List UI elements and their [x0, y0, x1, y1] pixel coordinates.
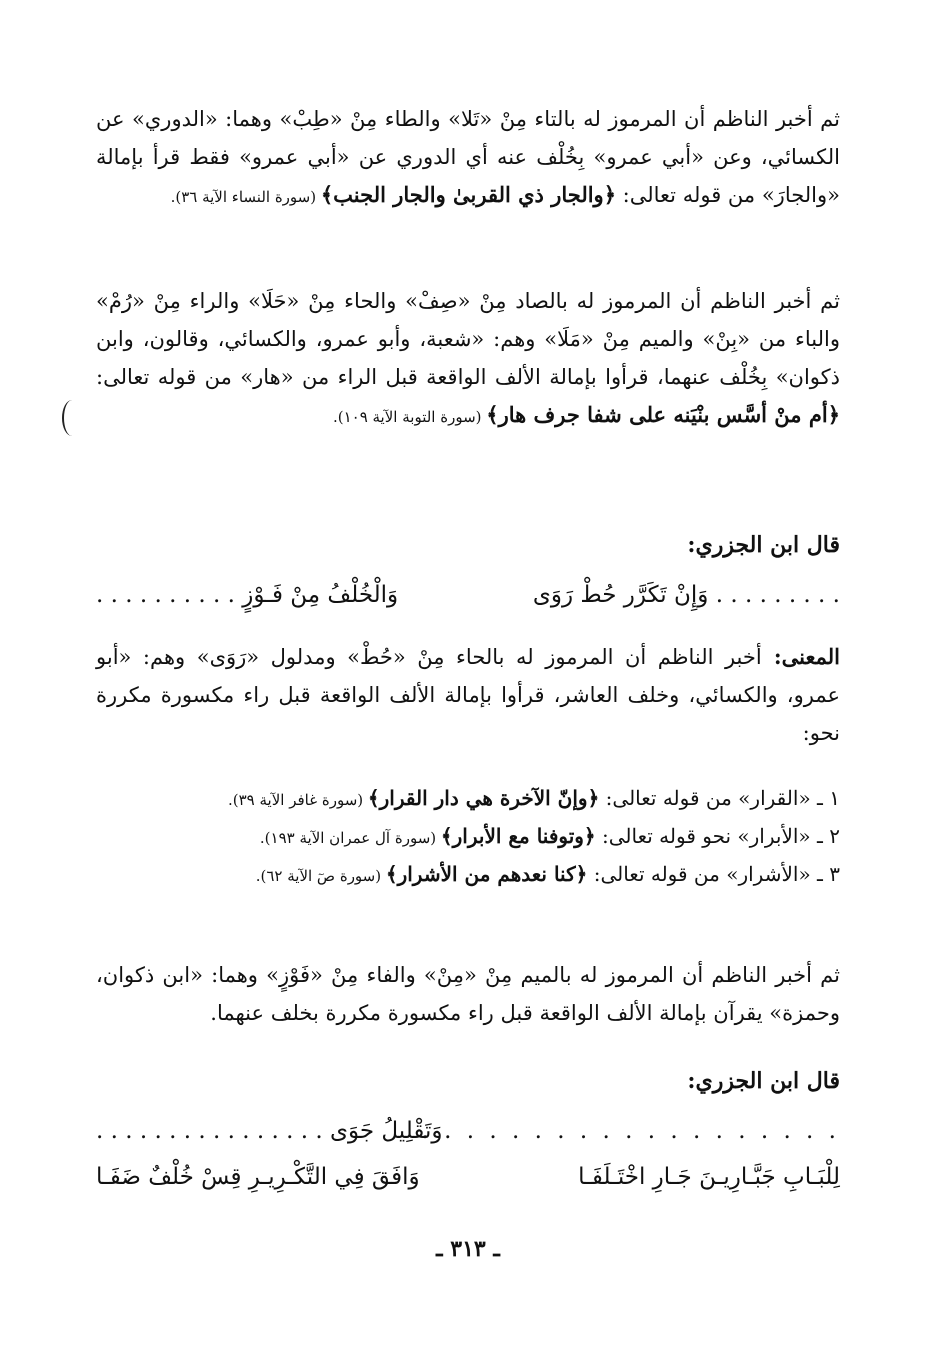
margin-bracket-mark [62, 400, 82, 436]
surah-reference: (سورة التوبة الآية ١٠٩). [332, 408, 487, 426]
paragraph-1 [96, 100, 840, 216]
verse-hemistich-left: وَافَقَ فِي التَّكْـرِيـرِ قِسْ خُلْفٌ ضَفَـا [96, 1164, 420, 1190]
paragraph-3 [96, 638, 840, 752]
paragraph-1-text: ثم أخبر الناظم أن المرموز له بالتاء مِنْ «تَلا» والطاء مِنْ «طِبْ» وهما: «الدوري» عن الكسائي، وعن «أبي عمرو» بِخُلْف عنه أي الدوري عن «أبي عمرو» فقط قرأ بإمالة «والجارَ» من قوله تعالى: [96, 107, 840, 207]
paragraph-2-text: ثم أخبر الناظم أن المرموز له بالصاد مِنْ «صِفْ» والحاء مِنْ «حَلَا» والراء مِنْ «رُمْ» والباء من «بِنْ» والميم مِنْ «مَلَا» وهم: «شعبة، وأبو عمرو، والكسائي، وقالون، وابن ذكوان» بِخُلْف عنهما، قرأوا بإمالة الألف الواقعة قبل الراء من «هار» من قوله تعالى: [96, 289, 840, 389]
verse-hemistich-right: . . . . . . . . . . . . . . . . . . . [421, 1118, 840, 1144]
poem-verse-1 [96, 582, 840, 622]
verse-hemistich-left: وَالْخُلْفُ مِنْ فَـوْزٍ . . . . . . . . . . [96, 582, 399, 608]
quran-verse: ﴿وإنّ الآخرة هي دار القرار﴾ [367, 786, 600, 810]
heading-ibn-al-jazari-1: قال ابن الجزري: [687, 532, 840, 558]
list-item: ٣ ـ «الأشرار» من قوله تعالى: ﴿كنا نعدهم من الأشرار﴾ (سورة صٓ الآية ٦٢). [255, 862, 840, 886]
paragraph-3-text: أخبر الناظم أن المرموز له بالحاء مِنْ «حُطْ» ومدلول «رَوَى» وهم: «أبو عمرو، والكسائي، وخلف العاشر، قرأوا بإمالة الألف الواقعة قبل راء مكسورة مكررة نحو: [96, 645, 840, 745]
verse-hemistich-right: لِلْبَـابِ جَبَّـارِيـنَ جَـارِ اخْتَـلَفَـا [578, 1164, 840, 1190]
surah-reference: (سورة غافر الآية ٣٩). [228, 791, 368, 809]
surah-reference: (سورة النساء الآية ٣٦). [170, 188, 321, 206]
verse-hemistich-left: وَتَقْلِيلُ جَوَى . . . . . . . . . . . . . . . . [96, 1118, 443, 1144]
quran-verse: ﴿وتوفنا مع الأبرار﴾ [440, 824, 596, 848]
examples-list [96, 780, 840, 894]
quran-verse: ﴿أم منْ أسَّس بنْيَنه على شفا جرف هار﴾ [486, 402, 840, 427]
list-item: ٢ ـ «الأبرار» نحو قوله تعالى: ﴿وتوفنا مع الأبرار﴾ (سورة آل عمران الآية ١٩٣). [259, 824, 840, 848]
meaning-label: المعنى: [761, 644, 840, 669]
paragraph-2 [96, 282, 840, 436]
surah-reference: (سورة صٓ الآية ٦٢). [255, 867, 386, 885]
surah-reference: (سورة آل عمران الآية ١٩٣). [259, 829, 441, 847]
page-number: ـ ٣١٣ ـ [436, 1236, 500, 1262]
poem-verse-2-line-2 [96, 1164, 840, 1204]
quran-verse: ﴿كنا نعدهم من الأشرار﴾ [385, 862, 588, 886]
verse-hemistich-right: . . . . . . . . . وَإِنْ تَكَرَّر حُطْ رَوَى [532, 582, 840, 608]
heading-ibn-al-jazari-2: قال ابن الجزري: [687, 1068, 840, 1094]
poem-verse-2-line-1 [96, 1118, 840, 1158]
quran-verse: ﴿والجار ذي القربىٰ والجار الجنب﴾ [320, 182, 616, 207]
list-item: ١ ـ «القرار» من قوله تعالى: ﴿وإنّ الآخرة هي دار القرار﴾ (سورة غافر الآية ٣٩). [228, 786, 840, 810]
paragraph-4: ثم أخبر الناظم أن المرموز له بالميم مِنْ «مِنْ» والفاء مِنْ «فَوْزٍ» وهما: «ابن ذكوان، وحمزة» يقرآن بإمالة الألف الواقعة قبل راء مكسورة مكررة بخلف عنهما. [96, 963, 840, 1025]
